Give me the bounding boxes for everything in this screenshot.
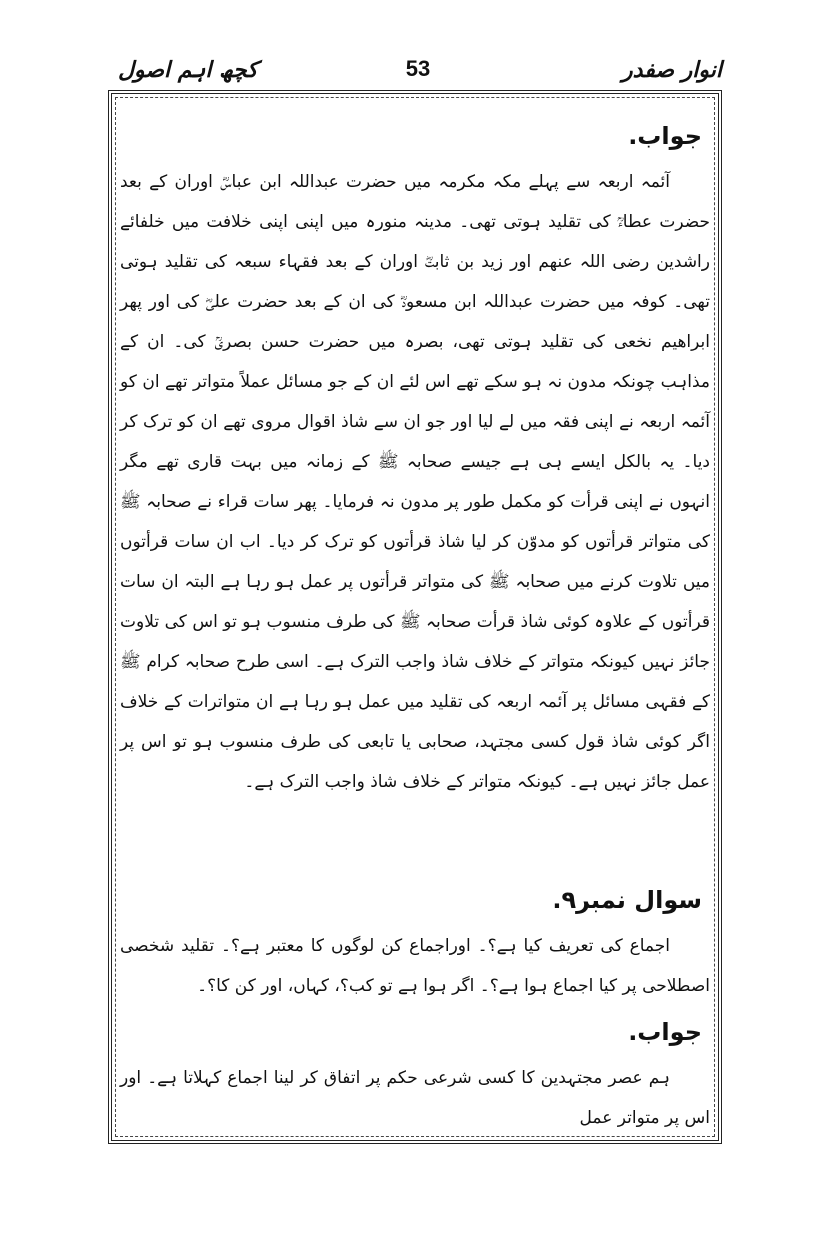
answer-heading: جواب. — [628, 122, 702, 150]
question-section-9 — [120, 880, 710, 1006]
answer-section-2 — [120, 1012, 710, 1138]
question-heading: سوال نمبر۹. — [552, 886, 702, 914]
page-header — [108, 50, 728, 90]
page-body — [120, 110, 710, 1138]
chapter-title: کچھ اہم اصول — [118, 58, 258, 83]
answer-heading: جواب. — [628, 1018, 702, 1046]
answer-section-1 — [120, 116, 710, 802]
answer-paragraph: ہم عصر مجتہدین کا کسی شرعی حکم پر اتفاق کر لینا اجماع کہلاتا ہے۔ اور اس پر متواتر عمل — [120, 1068, 710, 1128]
question-paragraph: اجماع کی تعریف کیا ہے؟۔ اوراجماع کن لوگوں کا معتبر ہے؟۔ تقلید شخصی اصطلاحی پر کیا اجماع ہوا ہے؟۔ اگر ہوا ہے تو کب؟، کہاں، اور کن کا؟۔ — [120, 936, 710, 996]
page-number: 53 — [405, 56, 431, 81]
book-title: انوار صفدر — [622, 58, 722, 83]
answer-paragraph: آئمہ اربعہ سے پہلے مکہ مکرمہ میں حضرت عبداللہ ابن عباسؓ اوران کے بعد حضرت عطاءؒ کی تقلید ہوتی تھی۔ مدینہ منورہ میں اپنی اپنی خلافت میں خلفائے راشدین رضی اللہ عنھم اور زید بن ثابتؓ اوران کے بعد فقہاء سبعہ کی تقلید ہوتی تھی۔ کوفہ میں حضرت عبداللہ ابن مسعودؓ کی ان کے بعد حضرت علیؓ کی اور پھر ابراھیم نخعی کی تقلید ہوتی تھی، بصرہ میں حضرت حسن بصریؒ کی۔ ان کے مذاہب چونکہ مدون نہ ہو سکے تھے اس لئے ان کے جو مسائل عملاً متواتر تھے ان کو آئمہ اربعہ نے اپنی فقہ میں لے لیا اور جو ان سے شاذ اقوال مروی تھے ان کو ترک کر دیا۔ یہ بالکل ایسے ہی ہے جیسے صحابہ ﷺ کے زمانہ میں بہت قاری تھے مگر انہوں نے اپنی قرأت کو مکمل طور پر مدون نہ فرمایا۔ پھر سات قراء نے صحابہ ﷺ کی متواتر قرأتوں کو مدوّن کر لیا شاذ قرأتوں کو ترک کر دیا۔ اب ان سات قرأتوں میں تلاوت کرنے میں صحابہ ﷺ کی متواتر قرأتوں پر عمل ہو رہا ہے البتہ ان سات قرأتوں کے علاوہ کوئی شاذ قرأت صحابہ ﷺ کی طرف منسوب ہو تو اس کی تلاوت جائز نہیں کیونکہ متواتر کے خلاف شاذ واجب الترک ہے۔ اسی طرح صحابہ کرام ﷺ کے فقہی مسائل پر آئمہ اربعہ کی تقلید میں عمل ہو رہا ہے ان متواترات کے خلاف اگر کوئی شاذ قول کسی مجتہد، صحابی یا تابعی کی طرف منسوب ہو تو اس پر عمل جائز نہیں ہے۔ کیونکہ متواتر کے خلاف شاذ واجب الترک ہے۔ — [120, 172, 710, 792]
